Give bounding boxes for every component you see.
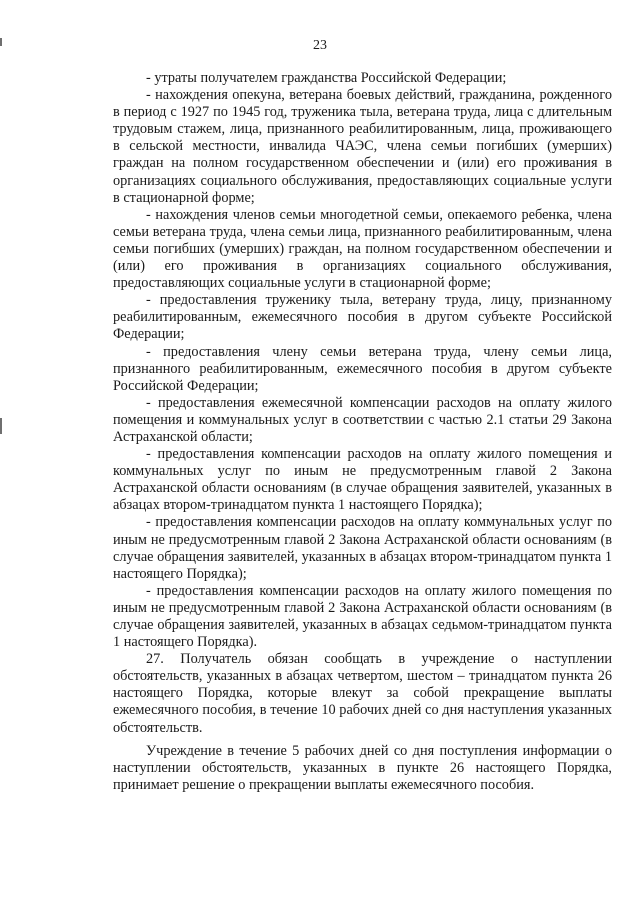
document-text xyxy=(113,70,612,794)
scan-edge-mark xyxy=(0,418,2,434)
paragraph: - предоставления ежемесячной компенсации расходов на оплату жилого помещения и коммунальных услуг в соответствии с частью 2.1 статьи 29 Закона Астраханской области; xyxy=(113,394,612,445)
paragraph-point-27: 27. Получатель обязан сообщать в учреждение о наступлении обстоятельств, указанных в абзацах четвертом, шестом – тринадцатом пункта 26 настоящего Порядка, которые влекут за собой прекращение выплаты ежемесячного пособия, в течение 10 рабочих дней со дня наступления указанных обстоятельств. xyxy=(113,651,612,736)
paragraph: - утраты получателем гражданства Российской Федерации; xyxy=(146,70,507,86)
page-number: 23 xyxy=(313,38,327,53)
paragraph: - нахождения членов семьи многодетной семьи, опекаемого ребенка, члена семьи ветерана труда, члена семьи лица, признанного реабилитированным, члена семьи погибших (умерших) граждан, на полном государственном обеспечении и (или) его проживания в организациях социального обслуживания, предоставляющих социальные услуги в стационарной форме; xyxy=(113,206,612,292)
paragraph: - предоставления члену семьи ветерана труда, члену семьи лица, признанного реабилитированным, ежемесячного пособия в другом субъекте Российской Федерации; xyxy=(113,343,612,394)
paragraph: - нахождения опекуна, ветерана боевых действий, гражданина, рожденного в период с 1927 по 1945 год, труженика тыла, ветерана труда, лица с длительным трудовым стажем, лица, признанного реабилитированным, лица, проживающего в сельской местности, инвалида ЧАЭС, члена семьи погибших (умерших) граждан на полном государственном обеспечении и (или) его проживания в организациях социального обслуживания, предоставляющих социальные услуги в стационарной форме; xyxy=(113,87,612,206)
paragraph: - предоставления компенсации расходов на оплату жилого помещения по иным не предусмотренным главой 2 Закона Астраханской области основаниям (в случае обращения заявителей, указанных в абзацах седьмом-тринадцатом пункта 1 настоящего Порядка). xyxy=(113,582,612,651)
paragraph: - предоставления труженику тыла, ветерану труда, лицу, признанному реабилитированным, ежемесячного пособия в другом субъекте Российской Федерации; xyxy=(113,292,612,343)
paragraph: Учреждение в течение 5 рабочих дней со дня поступления информации о наступлении обстоятельств, указанных в пункте 26 настоящего Порядка, принимает решение о прекращении выплаты ежемесячного пособия. xyxy=(113,742,612,793)
paragraph: - предоставления компенсации расходов на оплату коммунальных услуг по иным не предусмотренным главой 2 Закона Астраханской области основаниям (в случае обращения заявителей, указанных в абзацах втором-тринадцатом пункта 1 настоящего Порядка); xyxy=(113,514,612,582)
paragraph: - предоставления компенсации расходов на оплату жилого помещения и коммунальных услуг по иным не предусмотренным главой 2 Закона Астраханской области основаниям (в случае обращения заявителей, указанных в абзацах втором-тринадцатом пункта 1 настоящего Порядка); xyxy=(113,446,612,514)
